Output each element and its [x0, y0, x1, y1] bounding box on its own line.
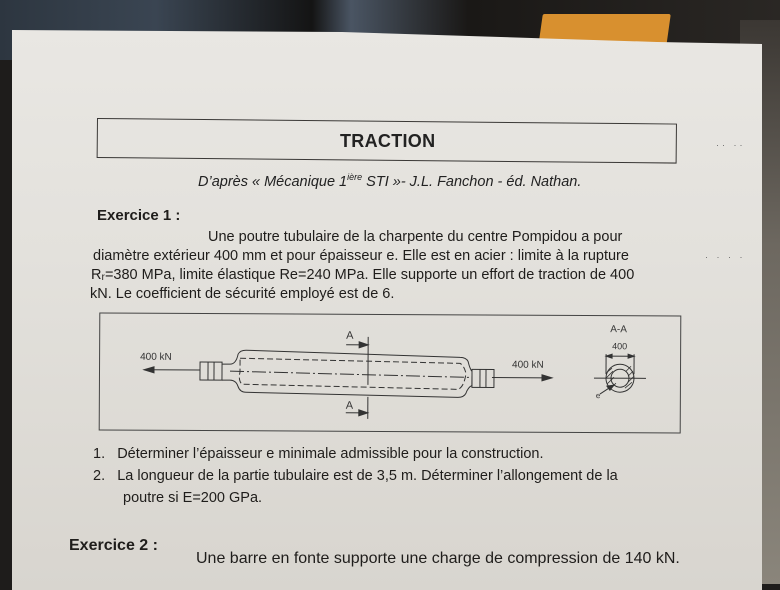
subtitle-part-1: D’après « Mécanique 1: [198, 174, 347, 190]
exercise-1-line: diamètre extérieur 400 mm et pour épaisseur e. Elle est en acier : limite à la rupture: [93, 248, 629, 264]
left-force-label: 400 kN: [140, 352, 172, 363]
question-text: La longueur de la partie tubulaire est de 3,5 m. Déterminer l’allongement de la: [117, 468, 618, 484]
section-diameter: 400: [612, 341, 627, 351]
exercise-2-heading: Exercice 2 :: [69, 537, 158, 555]
question-1: [93, 446, 544, 462]
exercise-2-text: Une barre en fonte supporte une charge de compression de 140 kN.: [196, 550, 680, 568]
print-specks: ·· ··: [716, 140, 746, 150]
question-number: 1.: [93, 446, 105, 462]
exercise-1-heading: Exercice 1 :: [97, 207, 180, 224]
exercise-1-line: Une poutre tubulaire de la charpente du centre Pompidou a pour: [208, 229, 622, 245]
print-specks: · · · ·: [705, 252, 746, 262]
question-number: 2.: [93, 468, 105, 484]
exercise-1-line: Rᵣ=380 MPa, limite élastique Re=240 MPa. Elle supporte un effort de traction de 400: [91, 267, 634, 283]
section-mark-bottom: A: [346, 400, 354, 412]
beam-drawing: [100, 313, 681, 432]
right-force-label: 400 kN: [512, 360, 544, 371]
thickness-label: e: [596, 391, 601, 400]
subtitle-superscript: ière: [347, 172, 362, 182]
document-title: TRACTION: [340, 131, 435, 152]
source-reference: [198, 172, 581, 190]
question-2: [93, 468, 618, 484]
section-title: A-A: [610, 324, 627, 335]
section-mark-top: A: [346, 330, 354, 342]
beam-figure: [99, 312, 682, 433]
subtitle-part-2: STI »- J.L. Fanchon - éd. Nathan.: [362, 174, 581, 190]
question-text: Déterminer l’épaisseur e minimale admissible pour la construction.: [117, 446, 543, 462]
question-2-continuation: poutre si E=200 GPa.: [123, 490, 262, 506]
exercise-1-line: kN. Le coefficient de sécurité employé est de 6.: [90, 286, 394, 302]
